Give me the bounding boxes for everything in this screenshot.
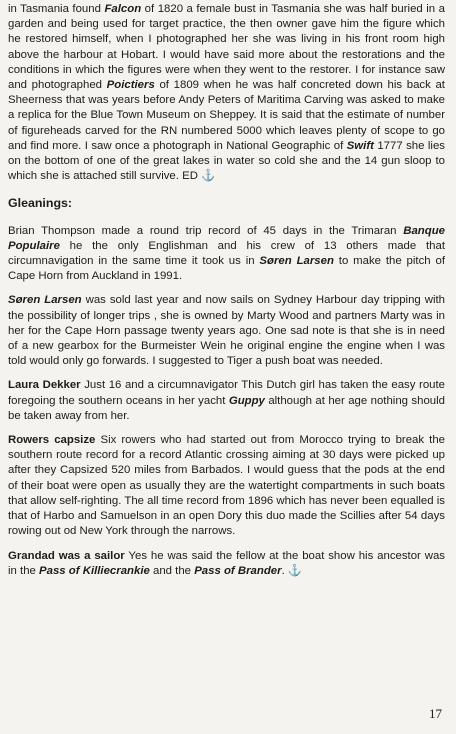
ship-name: Swift <box>346 139 374 152</box>
ship-name: Søren Larsen <box>259 255 334 268</box>
paragraph-grandad: Grandad was a sailor Yes he was said the fellow at the boat show his ancestor was in the Pass of Killiecrankie and the Pass of Brander. ⚓ <box>8 549 445 577</box>
paragraph-rowers: Rowers capsize Six rowers who had started out from Morocco trying to break the southern route record for a record Atlantic crossing aiming at 30 days were picked up after they Capsized 520 miles from Barbados. I would guess that the pods at the end of their boat were open as usually they are the watertight compartments in such boats that allow self-righting. The all time record from 1896 which has never been equalled is that of Harbo and Samuelson in an open Dory this duo made the Scillies after 54 days rowing out od New York through the narrows. <box>8 434 445 538</box>
ship-name: Poictiers <box>106 79 155 92</box>
page-number: 17 <box>429 706 442 721</box>
anchor-icon: ⚓ <box>201 170 216 183</box>
ship-name: Falcon <box>104 3 142 15</box>
anchor-icon: ⚓ <box>287 564 303 577</box>
item-lead: Rowers capsize <box>8 434 96 447</box>
paragraph-thompson: Brian Thompson made a round trip record of 45 days in the Trimaran Banque Populaire he the only Englishman and his crew of 13 others made that circumnavigation in the same time it took us in Søren Larsen to make the pitch of Cape Horn from Auckland in 1991. <box>8 224 445 283</box>
paragraph-laura-dekker: Laura Dekker Just 16 and a circumnavigator This Dutch girl has taken the easy route foregoing the southern oceans in her yacht Guppy although at her age nothing should be taken away from her. <box>8 379 445 422</box>
ship-name: Pass of Brander <box>194 564 282 577</box>
item-lead: Grandad was a sailor <box>8 549 125 562</box>
ship-name: Banque Populaire <box>8 224 445 252</box>
item-lead: Laura Dekker <box>8 379 81 392</box>
ship-name: Pass of Killiecrankie <box>39 564 150 577</box>
paragraph-soren-larsen: Søren Larsen was sold last year and now sails on Sydney Harbour day tripping with the possibility of longer trips , she is owned by Marty Wood and partners Marty was in her for the Cape Horn passage twenty years ago. One sad note is that she is in need of a new gearbox for the Burmeister Wein he original engine the engine when I was told would only go forwards. I suggested to Tiger a push boat was needed. <box>8 294 445 368</box>
ship-name: Søren Larsen <box>8 294 82 307</box>
ship-name: Guppy <box>228 394 265 407</box>
section-heading: Gleanings: <box>8 196 73 211</box>
article-body <box>8 2 445 588</box>
paragraph-figureheads: in Tasmania found Falcon of 1820 a female bust in Tasmania she was half buried in a garden and being used for target practice, the then owner gave him the figure which he restored himself, when I photographed her she was living in his front room high above the harbour at Hobart. I would have said more about the restorations and the conditions in which the figures were when they went to the restorer. I for instance saw and photographed Poictiers of 1809 when he was half concreted down his back at Sheerness that was years before Andy Peters of Maritima Carving was asked to make a replica for the Blue Town Museum on Sheppey. It is said that the estimate of number of figureheads carved for the RN numbered 5000 which leaves plenty of scope to go and find more. I saw once a photograph in National Geographic of Swift 1777 she lies on the bottom of one of the great lakes in water so cold she and the 14 gun sloop to which she is attached still survive. ED ⚓ <box>8 3 445 183</box>
